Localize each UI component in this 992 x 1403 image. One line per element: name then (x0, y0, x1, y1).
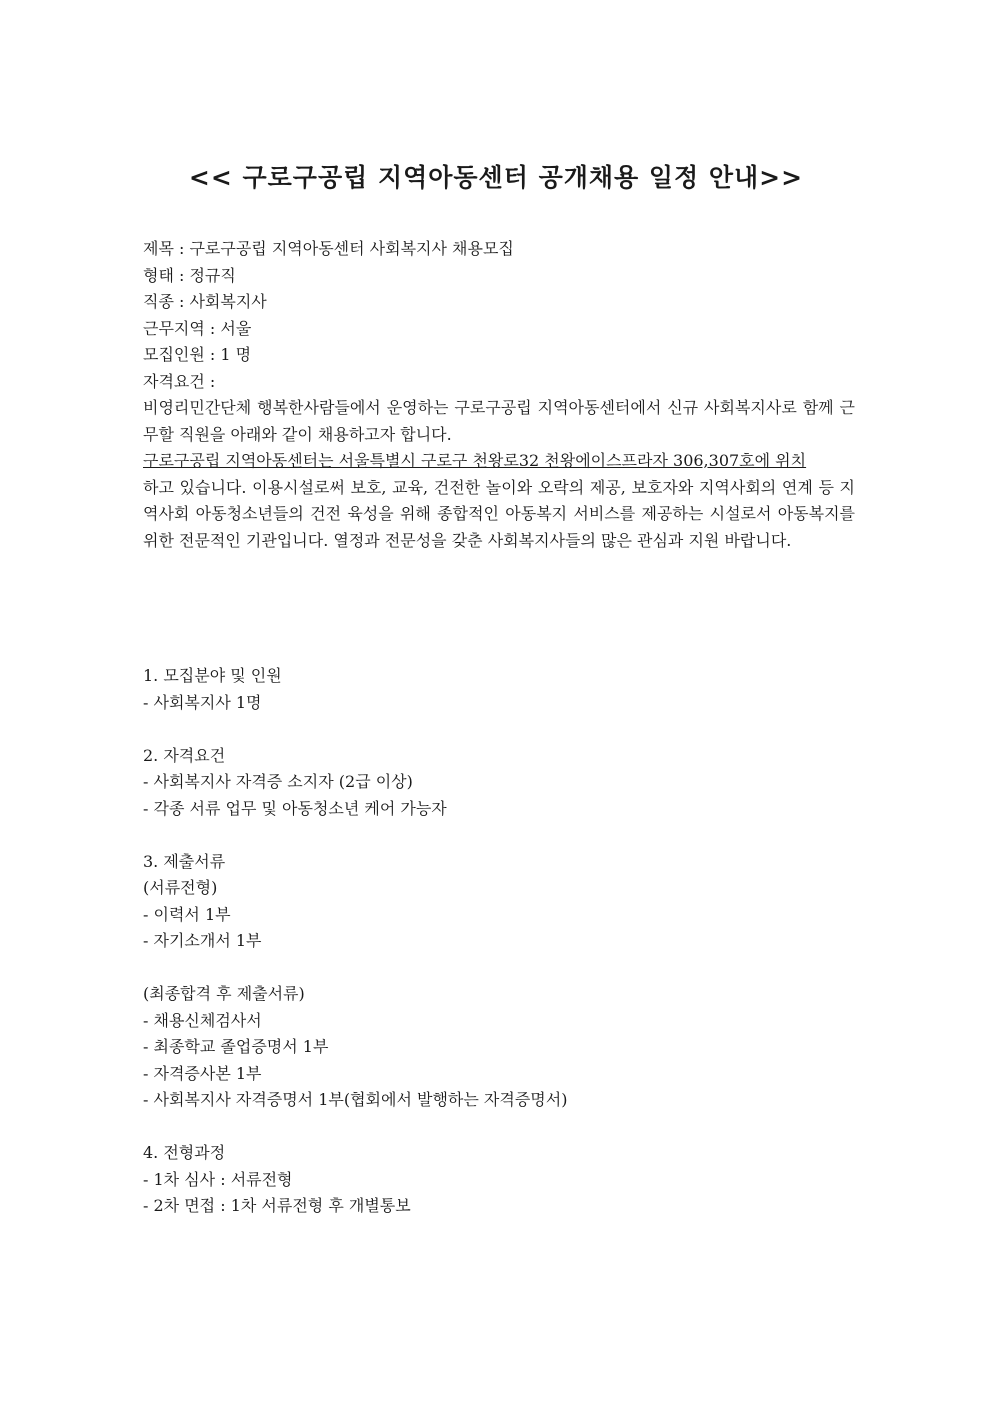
list-item: - 이력서 1부 (143, 904, 231, 924)
sub-heading: (서류전형) (143, 878, 218, 897)
intro-text-1: 비영리민간단체 행복한사람들에서 운영하는 구로구공립 지역아동센터에서 신규 사회복지사로 함께 근무할 직원을 아래와 같이 채용하고자 합니다. (143, 398, 855, 444)
section-qualifications (143, 743, 855, 823)
sub-heading: (최종합격 후 제출서류) (143, 984, 305, 1003)
section-final-documents (143, 981, 855, 1114)
list-item: - 채용신체검사서 (143, 1010, 262, 1030)
list-item: - 사회복지사 1명 (143, 692, 262, 712)
job-category-line: 직종 : 사회복지사 (143, 292, 267, 311)
intro-text-2 (143, 448, 855, 554)
list-item: - 1차 심사 : 서류전형 (143, 1169, 293, 1189)
section-documents (143, 849, 855, 955)
list-item: - 2차 면접 : 1차 서류전형 후 개별통보 (143, 1196, 411, 1215)
intro-paragraph (143, 395, 855, 554)
employment-type-line: 형태 : 정규직 (143, 265, 236, 285)
center-description-text: 하고 있습니다. 이용시설로써 보호, 교육, 건전한 놀이와 오락의 제공, 보호자와 지역사회의 연계 등 지역사회 아동청소년들의 건전 육성을 위해 종합적인 아동복지 서비스를 제공하는 시설로서 아동복지를 위한 전문적인 기관입니다. 열정과 전문성을 갖춘 사회복지사들의 많은 관심과 지원 바랍니다. (143, 477, 855, 550)
section-heading: 3. 제출서류 (143, 851, 226, 871)
list-item: - 자기소개서 1부 (143, 931, 262, 950)
list-item: - 각종 서류 업무 및 아동청소년 케어 가능자 (143, 798, 447, 818)
qualification-label: 자격요건 : (143, 371, 216, 391)
list-item: - 사회복지사 자격증명서 1부(협회에서 발행하는 자격증명서) (143, 1090, 568, 1109)
list-item: - 사회복지사 자격증 소지자 (2급 이상) (143, 772, 413, 791)
section-recruitment-field (143, 663, 855, 716)
list-item: - 자격증사본 1부 (143, 1063, 262, 1083)
page-title: << 구로구공립 지역아동센터 공개채용 일정 안내>> (188, 163, 804, 192)
section-selection-process (143, 1140, 855, 1220)
list-item: - 최종학교 졸업증명서 1부 (143, 1037, 329, 1056)
recruitment-details (143, 663, 855, 1246)
headcount-line: 모집인원 : 1 명 (143, 345, 252, 364)
center-address-text: 구로구공립 지역아동센터는 서울특별시 구로구 천왕로32 천왕에이스프라자 306,307호에 위치 (143, 451, 807, 470)
work-location-line: 근무지역 : 서울 (143, 318, 252, 338)
section-heading: 2. 자격요건 (143, 745, 226, 765)
section-heading: 1. 모집분야 및 인원 (143, 666, 282, 685)
section-heading: 4. 전형과정 (143, 1143, 226, 1162)
subject-line: 제목 : 구로구공립 지역아동센터 사회복지사 채용모집 (143, 239, 514, 258)
job-posting-summary (143, 236, 855, 554)
